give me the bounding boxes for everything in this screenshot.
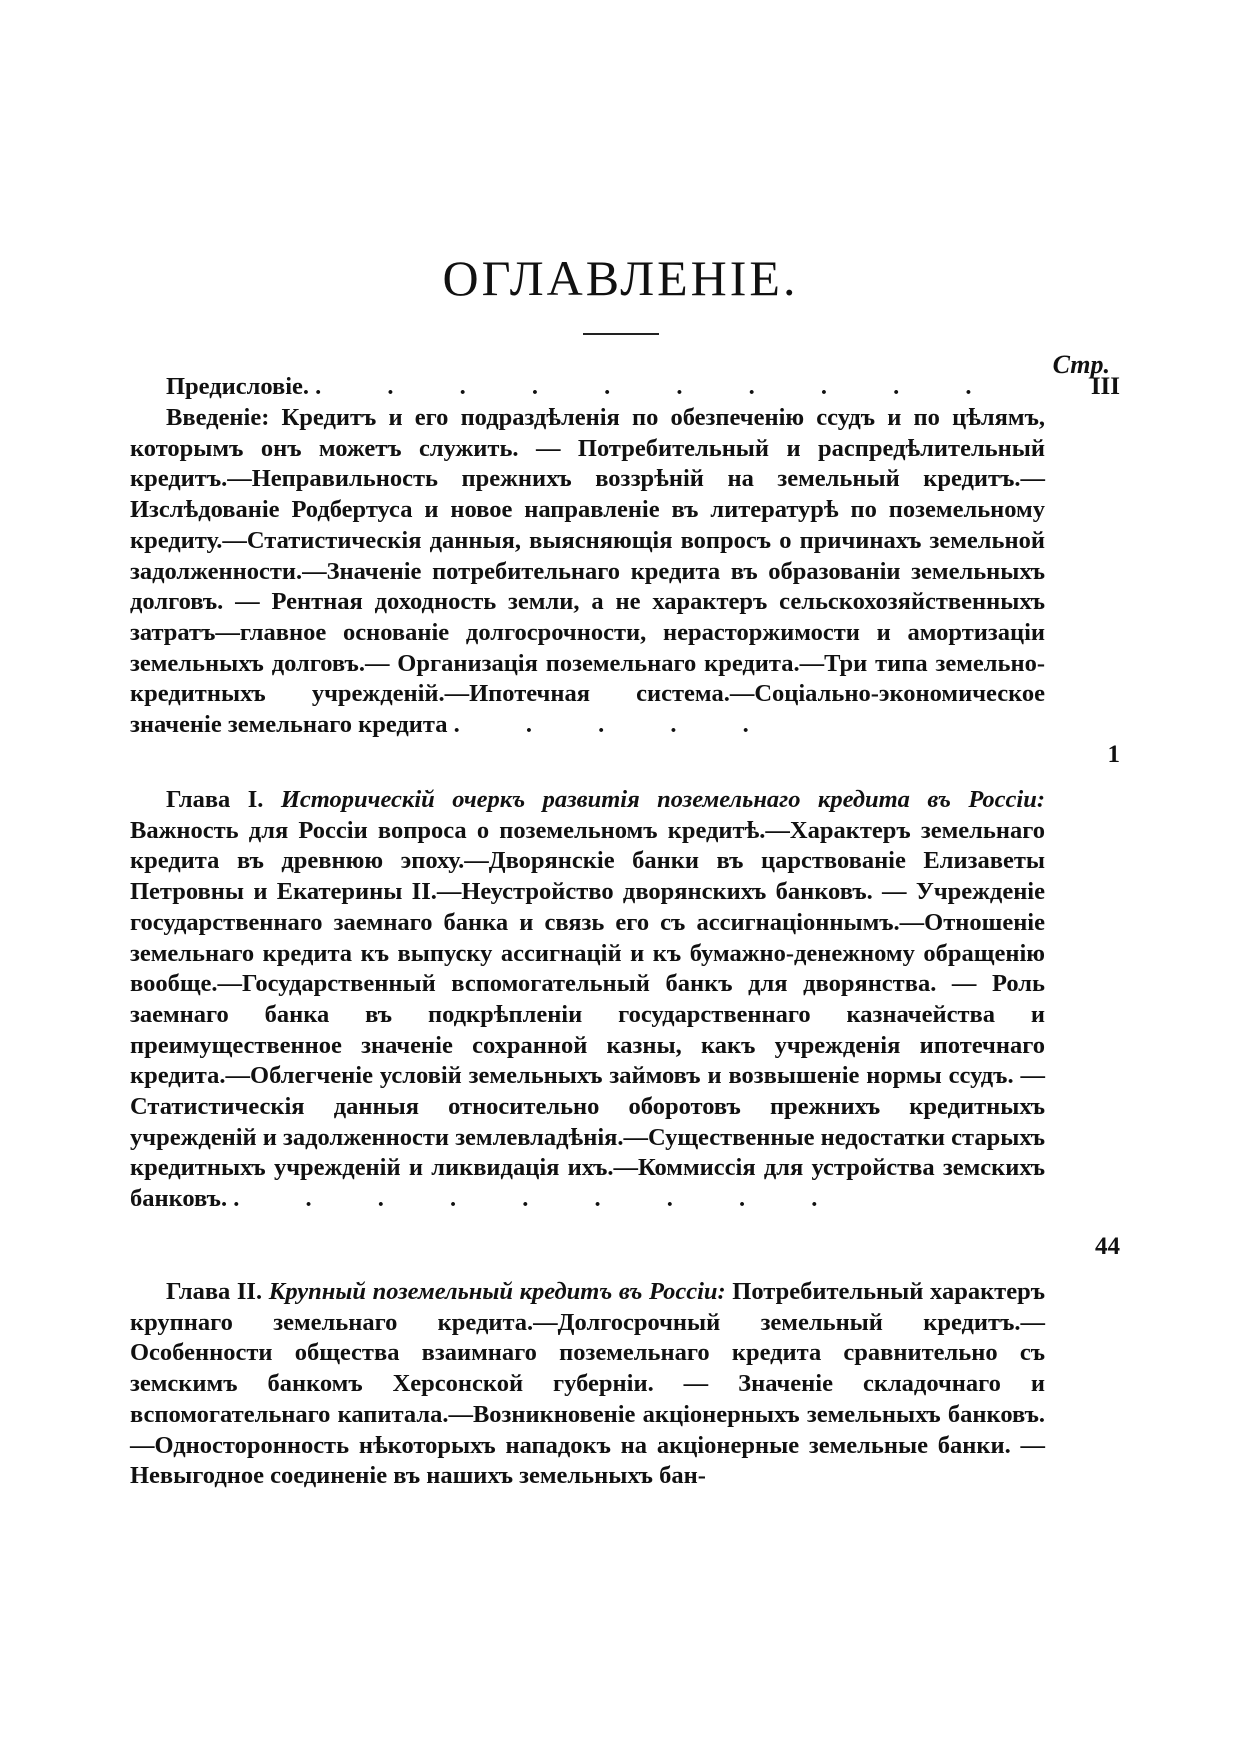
page-number: III bbox=[1090, 373, 1120, 400]
entry-text: Кредитъ и его подраздѣленія по обезпеченію ссудъ и по цѣлямъ, которымъ онъ можетъ служить. — Потребительный и распредѣлительный кредитъ.—Неправильность прежнихъ воззрѣній на земельный кредитъ.— Изслѣдованіе Родбертуса и новое направленіе въ литературѣ по поземельному кредиту.—Статистическія данныя, выясняющія вопросъ о причинахъ земельной задолженности.—Значеніе потребительнаго кредита въ образованіи земельныхъ долговъ. — Рентная доходность земли, а не характеръ сельскохозяйственныхъ затратъ—главное основаніе долгосрочности, нерасторжимости и амортизаціи земельныхъ долговъ.— Организація поземельнаго кредита.—Три типа земельно-кредитныхъ учрежденій.—Ипотечная система.—Соціально-экономическое значеніе земельнаго кредита bbox=[130, 404, 1045, 739]
entry-label: Введеніе: bbox=[166, 404, 270, 431]
toc-entry-chapter-1[interactable] bbox=[130, 785, 1045, 1215]
leader-dots: . . . . . bbox=[453, 711, 779, 739]
entry-label: Глава II. bbox=[166, 1278, 263, 1305]
entry-text: Потребительный характеръ крупнаго земельнаго кредита.—Долгосрочный земельный кредитъ.— Особенности общества взаимнаго поземельнаго кредита сравнительно съ земскимъ банкомъ Херсонской губерніи. — Значеніе складочнаго и вспомогательнаго капитала.—Возникновеніе акціонерныхъ земельныхъ банковъ.—Односторонность нѣкоторыхъ нападокъ на акціонерные земельные банки. — Невыгодное соединеніе въ нашихъ земельныхъ бан- bbox=[130, 1278, 1046, 1490]
toc-entry-chapter-2[interactable] bbox=[130, 1277, 1045, 1492]
chapter-title: Крупный поземельный кредитъ въ Россіи: bbox=[268, 1278, 726, 1305]
chapter-title: Историческій очеркъ развитія поземельнаго кредита въ Россіи: bbox=[280, 786, 1045, 813]
page-number: 1 bbox=[1107, 741, 1120, 768]
page-title: ОГЛАВЛЕНІЕ. bbox=[442, 250, 799, 306]
toc-entry-introduction[interactable] bbox=[130, 403, 1045, 741]
leader-dots: . . . . . . . . . . bbox=[315, 373, 1002, 400]
entry-label: Предисловіе. bbox=[166, 373, 310, 400]
page-number: 44 bbox=[1095, 1233, 1120, 1260]
page-column-header: Стр. bbox=[1052, 350, 1110, 379]
leader-dots: . . . . . . . . . bbox=[233, 1185, 848, 1213]
entry-label: Глава I. bbox=[166, 786, 264, 813]
entry-text: Важность для Россіи вопроса о поземельномъ кредитѣ.—Характеръ земельнаго кредита въ древнюю эпоху.—Дворянскіе банки въ царствованіе Елизаветы Петровны и Екатерины II.—Неустройство дворянскихъ банковъ. — Учрежденіе государственнаго заемнаго банка и связь его съ ассигнаціоннымъ.—Отношеніе земельнаго кредита къ выпуску ассигнацій и къ бумажно-денежному обращенію вообще.—Государственный вспомогательный банкъ для дворянства. — Роль заемнаго банка въ подкрѣпленіи государственнаго казначейства и преимущественное значеніе сохранной казны, какъ учрежденія ипотечнаго кредита.—Облегченіе условій земельныхъ займовъ и возвышеніе нормы ссудъ. — Статистическія данныя относительно оборотовъ прежнихъ кредитныхъ учрежденій и задолженности землевладѣнія.—Существенные недостатки старыхъ кредитныхъ учрежденій и ликвидація ихъ.—Коммиссія для устройства земскихъ банковъ. bbox=[130, 816, 1045, 1213]
title-rule bbox=[583, 333, 659, 335]
toc-entry-preface[interactable] bbox=[130, 372, 1045, 403]
